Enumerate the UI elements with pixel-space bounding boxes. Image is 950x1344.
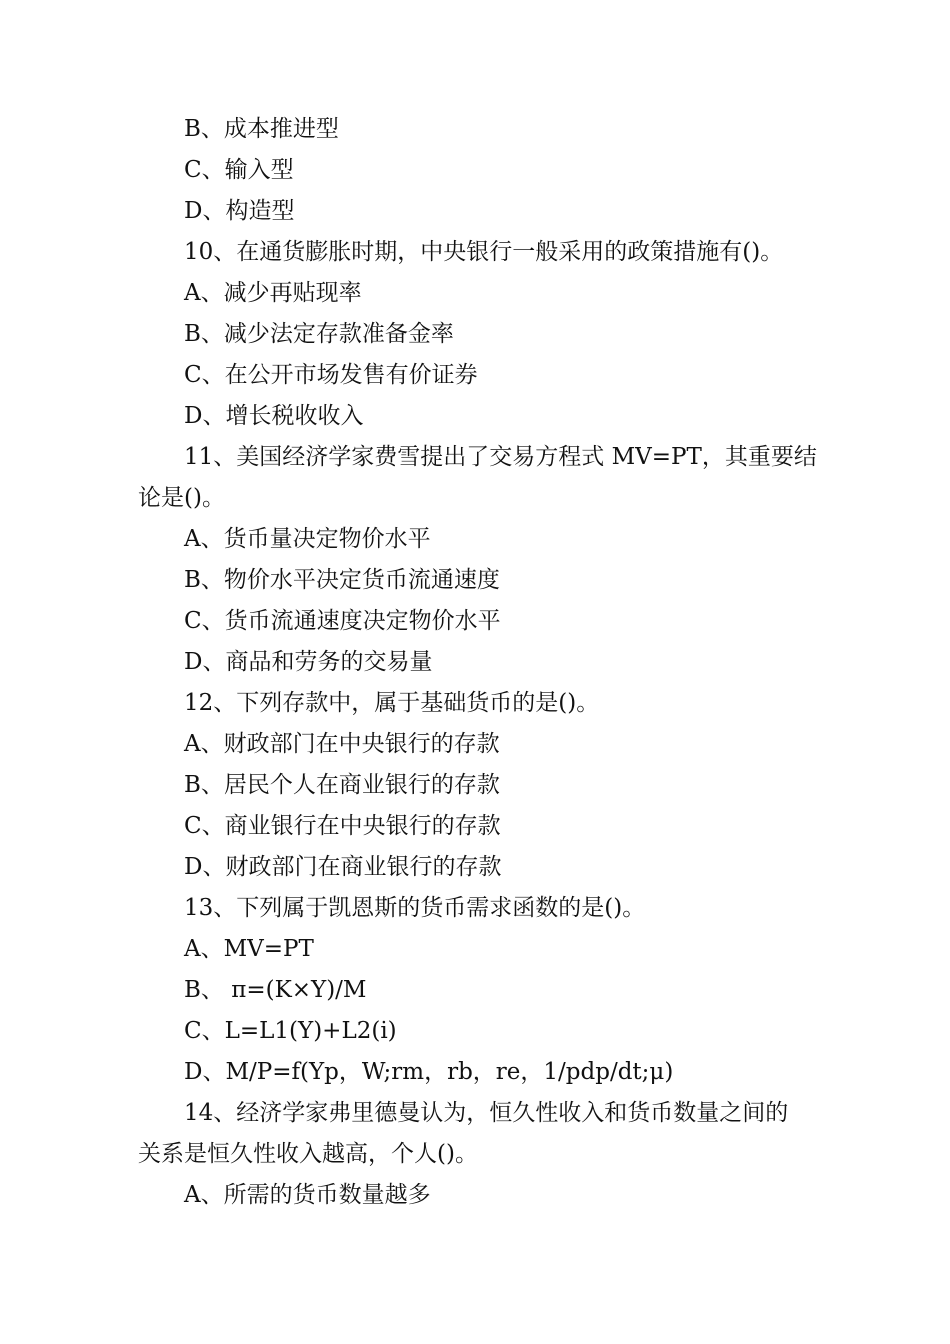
question-12: 12、下列存款中，属于基础货币的是()。 bbox=[184, 690, 600, 716]
option-10c: C、在公开市场发售有价证券 bbox=[184, 362, 478, 388]
option-13b: B、 π=(K×Y)/M bbox=[184, 977, 367, 1003]
option-10d: D、增长税收收入 bbox=[184, 403, 364, 429]
option-13c: C、L=L1(Y)+L2(i) bbox=[184, 1018, 397, 1044]
question-11-line-1: 11、美国经济学家费雪提出了交易方程式 MV=PT，其重要结 bbox=[184, 444, 817, 470]
option-9d: D、构造型 bbox=[184, 198, 295, 224]
option-12b: B、居民个人在商业银行的存款 bbox=[184, 772, 500, 798]
question-14-line-2: 关系是恒久性收入越高，个人()。 bbox=[138, 1141, 478, 1167]
option-9c: C、输入型 bbox=[184, 157, 294, 183]
option-12d: D、财政部门在商业银行的存款 bbox=[184, 854, 502, 880]
option-10b: B、减少法定存款准备金率 bbox=[184, 321, 454, 347]
option-12c: C、商业银行在中央银行的存款 bbox=[184, 813, 501, 839]
question-13: 13、下列属于凯恩斯的货币需求函数的是()。 bbox=[184, 895, 646, 921]
option-13d: D、M/P=f(Yp，W;rm，rb，re，1/pdp/dt;μ) bbox=[184, 1059, 674, 1085]
option-11a: A、货币量决定物价水平 bbox=[184, 526, 431, 552]
option-9b: B、成本推进型 bbox=[184, 116, 339, 142]
question-11-line-2: 论是()。 bbox=[138, 485, 225, 511]
option-13a: A、MV=PT bbox=[184, 936, 314, 962]
option-12a: A、财政部门在中央银行的存款 bbox=[184, 731, 500, 757]
option-11d: D、商品和劳务的交易量 bbox=[184, 649, 433, 675]
option-10a: A、减少再贴现率 bbox=[184, 280, 362, 306]
document-body bbox=[138, 109, 818, 1216]
option-11b: B、物价水平决定货币流通速度 bbox=[184, 567, 500, 593]
option-11c: C、货币流通速度决定物价水平 bbox=[184, 608, 501, 634]
option-14a: A、所需的货币数量越多 bbox=[184, 1182, 431, 1208]
question-14-line-1: 14、经济学家弗里德曼认为，恒久性收入和货币数量之间的 bbox=[184, 1100, 789, 1126]
question-10: 10、在通货膨胀时期，中央银行一般采用的政策措施有()。 bbox=[184, 239, 784, 265]
